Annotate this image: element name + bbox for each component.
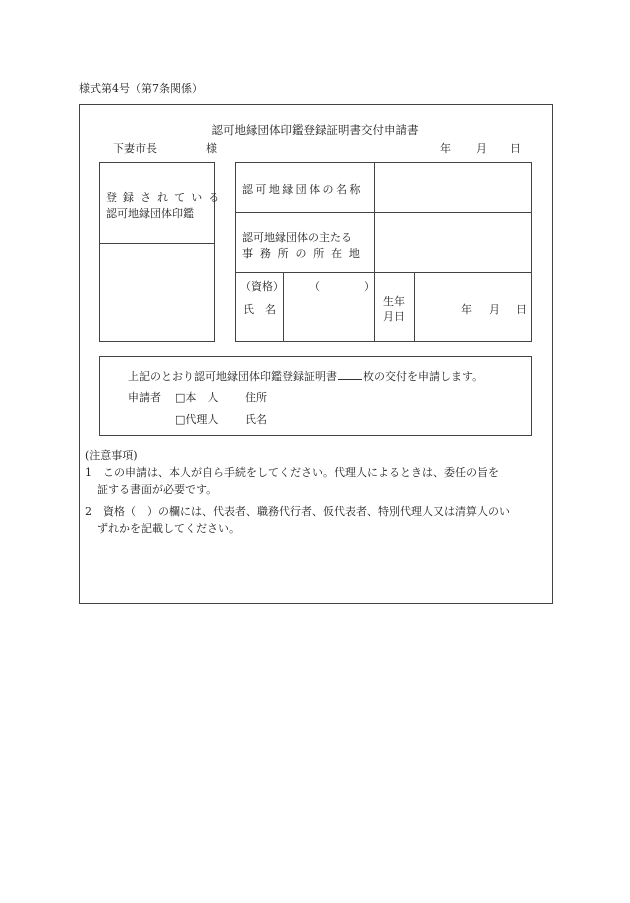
form-number: 様式第4号（第7条関係） [79,82,203,95]
agent-checkbox-option[interactable]: □代理人 [175,413,219,426]
info-table-birth-right-divider [414,272,415,342]
request-sentence [128,368,483,384]
organization-name-field[interactable] [375,163,531,212]
request-sentence-after: 枚の交付を申請します。 [363,370,484,383]
form-title: 認可地縁団体印鑑登録証明書交付申請書 [211,123,419,137]
applicant-address-label: 住所 [245,391,267,404]
note-item2-line1: 2 資格（ ）の欄には、代表者、職務代行者、仮代表者、特別代理人又は清算人のい [85,505,510,518]
note-item2-line2: ずれかを記載してください。 [97,522,240,535]
date-month-label: 月 [476,142,487,155]
birth-month-label: 月 [489,303,500,316]
seal-box-label-line1: 登録されている [106,191,226,204]
principal-checkbox-option[interactable]: □本 人 [175,391,219,404]
office-location-label-line2: 事務所の所在地 [242,247,367,260]
date-day-label: 日 [510,142,521,155]
office-location-label-line1: 認可地縁団体の主たる [242,231,352,244]
applicant-label: 申請者 [128,391,161,404]
qualification-label: （資格） [240,280,284,293]
birth-year-label: 年 [461,303,472,316]
qualification-parentheses[interactable]: （ ） [309,280,375,293]
birth-day-label: 日 [516,303,527,316]
date-year-label: 年 [440,142,451,155]
addressee-recipient: 下妻市長 [113,142,157,155]
birthdate-label-line1: 生年 [383,295,405,308]
copies-count-field[interactable] [338,370,362,380]
notes-heading: (注意事項) [85,449,138,462]
office-location-field[interactable] [375,213,531,272]
note-item1-line1: 1 この申請は、本人が自ら手続をしてください。代理人によるときは、委任の旨を [85,466,499,479]
birthdate-label-line2: 月日 [383,310,405,323]
addressee-honorific: 様 [206,142,217,155]
seal-box-label-line2: 認可地縁団体印鑑 [106,207,194,220]
info-table-row-divider-2 [235,272,532,273]
person-name-label: 氏 名 [243,303,276,316]
seal-impression-area[interactable] [100,244,214,341]
request-sentence-before: 上記のとおり認可地縁団体印鑑登録証明書 [128,370,337,383]
applicant-name-label: 氏名 [245,413,267,426]
organization-name-label: 認可地縁団体の名称 [242,183,363,196]
note-item1-line2: 証する書面が必要です。 [97,483,218,496]
